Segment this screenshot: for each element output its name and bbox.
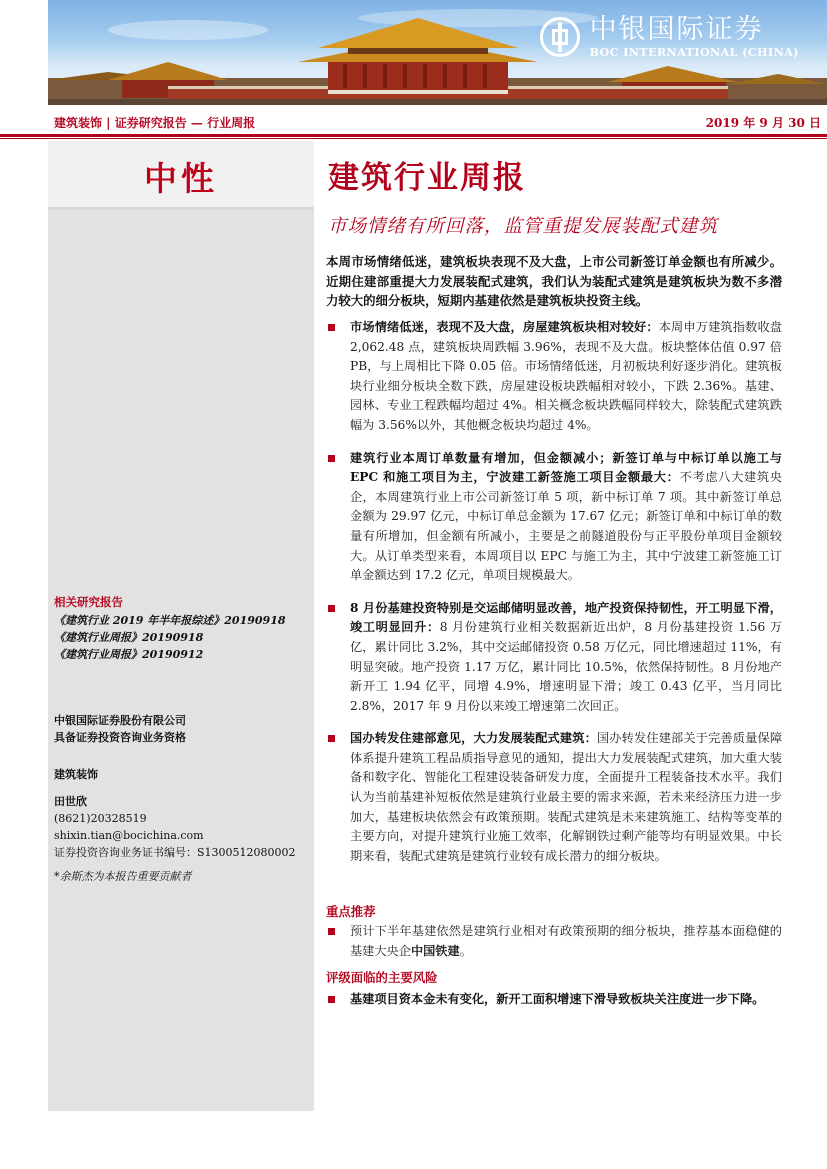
bullet-square-icon bbox=[328, 324, 335, 331]
key-points bbox=[326, 318, 782, 879]
company-qualification: 具备证券投资咨询业务资格 bbox=[54, 731, 186, 744]
bullet-text: 不考虑八大建筑央企，本周建筑行业上市公司新签订单 5 项，新中标订单 7 项。其中新签订单总金额为 29.97 亿元，中标订单总金额为 17.67 亿元；新签订单和中标订单的数量有所增加，但金额有所减小，主要是之前隧道股份与正平股份单项目金额较大。从订单类型来看，本周项目以 EPC 与施工为主，其中宁波建工新签施工订单金额达到 17.2 亿元，单项目规模最大。 bbox=[350, 470, 782, 583]
bullet-square-icon bbox=[328, 996, 335, 1003]
bullet-lead: 市场情绪低迷，表现不及大盘，房屋建筑板块相对较好： bbox=[350, 320, 659, 334]
analyst-phone: (8621)20328519 bbox=[54, 812, 147, 825]
header-rule-thin bbox=[0, 138, 827, 139]
report-subtitle: 市场情绪有所回落，监管重提发展装配式建筑 bbox=[328, 216, 719, 237]
risk-item bbox=[326, 990, 782, 1010]
recommend-item bbox=[326, 922, 782, 961]
boc-logo bbox=[540, 14, 799, 59]
company-name: 中银国际证券股份有限公司 bbox=[54, 714, 186, 727]
rating-label: 中性 bbox=[144, 159, 218, 198]
recommend-section bbox=[326, 922, 782, 974]
bullet-lead: 建筑行业本周订单数量有增加，但金额减小；新签订单与中标订单以施工与 EPC 和施工项目为主，宁波建工新签施工项目金额最大： bbox=[350, 450, 782, 485]
bullet-item bbox=[326, 599, 782, 717]
bullet-text: 本周申万建筑指数收盘 2,062.48 点，建筑板块周跌幅 3.96%，表现不及大盘。板块整体估值 0.97 倍 PB，与上周相比下降 0.05 倍。市场情绪低迷，月初板块利好逐步消化。建筑板块行业细分板块全数下跌，房屋建设板块跌幅相对较小，下跌 2.36%。基建、园林、专业工程跌幅均超过 4%。相关概念板块跌幅同样较大，除装配式建筑跌幅为 3.56%以外，其他概念板块均超过 4%。 bbox=[350, 320, 783, 432]
recommend-stock: 中国铁建 bbox=[410, 943, 460, 958]
related-report-item[interactable]: 《建筑行业 2019 年半年报综述》20190918 bbox=[54, 614, 286, 627]
header-banner bbox=[48, 0, 827, 105]
logo-english: BOC INTERNATIONAL (CHINA) bbox=[589, 46, 799, 59]
related-report-item[interactable]: 《建筑行业周报》20190918 bbox=[54, 631, 204, 644]
bullet-item bbox=[326, 318, 782, 436]
bullet-square-icon bbox=[328, 928, 335, 935]
report-header bbox=[48, 112, 827, 134]
boc-emblem-icon bbox=[540, 17, 580, 57]
bullet-item bbox=[326, 729, 782, 866]
related-reports-title: 相关研究报告 bbox=[54, 595, 123, 609]
logo-chinese: 中银国际证券 bbox=[589, 14, 764, 45]
analyst-sector: 建筑装饰 bbox=[54, 768, 98, 781]
bullet-lead: 8 月份基建投资特别是交运邮储明显改善，地产投资保持韧性，开工明显下滑，竣工明显回升： bbox=[350, 600, 782, 635]
bullet-text: 8 月份建筑行业相关数据新近出炉，8 月份基建投资 1.56 万亿，累计同比 3.2%，其中交运邮储投资 0.58 万亿元，同比增速超过 11%，有明显突破。地产投资 1.17 万亿，累计同比 10.5%，依然保持韧性。8 月份地产新开工 1.94 亿平，同增 4.9%，增速明显下滑；竣工 0.43 亿平，当月同比 2.8%，2017 年 9 月份以来竣工增速第二次回正。 bbox=[350, 620, 783, 713]
report-date: 2019 年 9 月 30 日 bbox=[705, 116, 821, 130]
report-category: 建筑装饰 | 证券研究报告 — 行业周报 bbox=[54, 116, 256, 130]
recommend-text: 预计下半年基建依然是建筑行业相对有政策预期的细分板块，推荐基本面稳健的基建大央企 bbox=[350, 924, 782, 958]
risk-heading: 评级面临的主要风险 bbox=[326, 970, 438, 985]
bullet-square-icon bbox=[328, 605, 335, 612]
risk-text: 基建项目资本金未有变化，新开工面积增速下滑导致板块关注度进一步下降。 bbox=[350, 992, 765, 1006]
summary-paragraph: 本周市场情绪低迷，建筑板块表现不及大盘，上市公司新签订单金额也有所减少。近期住建部重提大力发展装配式建筑，我们认为装配式建筑是建筑板块为数不多潜力较大的细分板块，短期内基建依然是建筑板块投资主线。 bbox=[326, 254, 782, 308]
related-report-item[interactable]: 《建筑行业周报》20190912 bbox=[54, 648, 204, 661]
bullet-text: 国办转发住建部关于完善质量保障体系提升建筑工程品质指导意见的通知，提出大力发展装配式建筑，加大重大装备和数字化、智能化工程建设装备研发力度，全面提升工程装备技术水平。我们认为当前基建补短板依然是建筑行业最主要的需求来源，若未来经济压力进一步加大，基建板块依然会有政策预期。装配式建筑是未来建筑施工、结构等变革的主要方向，对提升建筑行业施工效率，化解钢铁过剩产能等均有明显效果。中长期来看，装配式建筑是建筑行业较有成长潜力的细分板块。 bbox=[350, 731, 783, 863]
company-info bbox=[54, 712, 186, 746]
analyst-email[interactable]: shixin.tian@bocichina.com bbox=[54, 829, 204, 842]
rating-box bbox=[48, 141, 314, 210]
contributor-note: *余斯杰为本报告重要贡献者 bbox=[54, 870, 192, 883]
bullet-square-icon bbox=[328, 735, 335, 742]
bullet-lead: 国办转发住建部意见，大力发展装配式建筑： bbox=[350, 731, 597, 746]
recommend-tail: 。 bbox=[459, 943, 472, 958]
analyst-certificate: 证券投资咨询业务证书编号：S1300512080002 bbox=[54, 846, 296, 859]
bullet-square-icon bbox=[328, 455, 335, 462]
analyst-info bbox=[54, 766, 296, 861]
analyst-name: 田世欣 bbox=[54, 795, 87, 808]
header-rule bbox=[0, 134, 827, 137]
bullet-item bbox=[326, 449, 782, 586]
recommend-heading: 重点推荐 bbox=[326, 904, 376, 919]
report-title: 建筑行业周报 bbox=[328, 160, 526, 196]
risk-section bbox=[326, 990, 782, 1023]
related-reports-list bbox=[54, 612, 286, 663]
